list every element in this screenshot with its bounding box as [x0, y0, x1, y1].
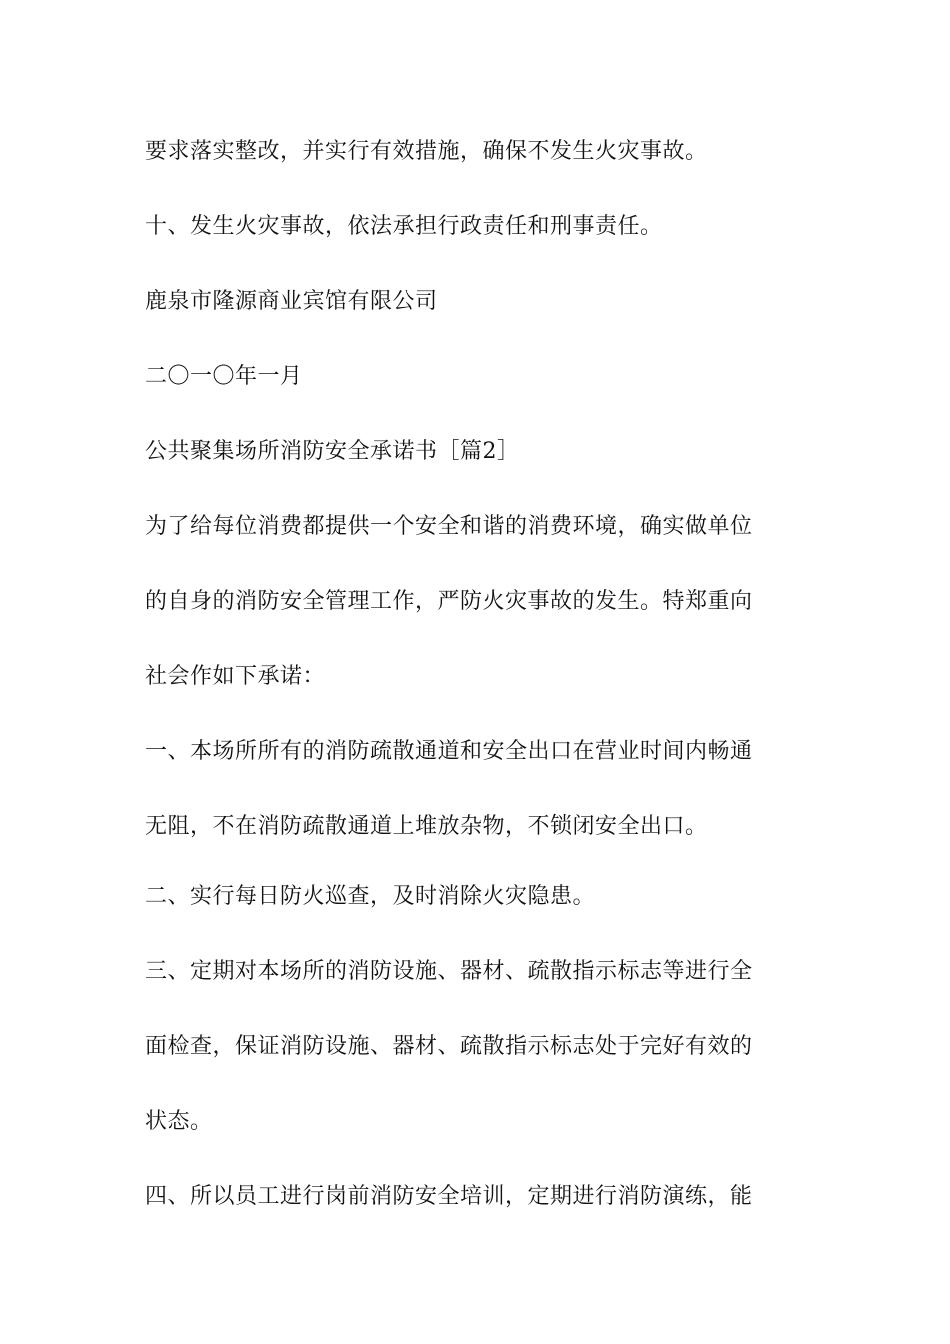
text-line: 一、本场所所有的消防疏散通道和安全出口在营业时间内畅通 [145, 739, 753, 764]
text-line: 为了给每位消费都提供一个安全和谐的消费环境，确实做单位 [145, 514, 753, 539]
text-line: 十、发生火灾事故，依法承担行政责任和刑事责任。 [145, 214, 663, 239]
text-line: 状态。 [145, 1109, 213, 1134]
text-line: 三、定期对本场所的消防设施、器材、疏散指示标志等进行全 [145, 959, 753, 984]
text-line: 鹿泉市隆源商业宾馆有限公司 [145, 289, 438, 314]
text-line: 二〇一〇年一月 [145, 364, 303, 389]
text-line: 二、实行每日防火巡查，及时消除火灾隐患。 [145, 884, 596, 909]
text-line: 的自身的消防安全管理工作，严防火灾事故的发生。特郑重向 [145, 589, 753, 614]
text-line: 社会作如下承诺： [145, 664, 326, 689]
text-line: 四、所以员工进行岗前消防安全培训，定期进行消防演练，能 [145, 1184, 753, 1209]
text-line: 要求落实整改，并实行有效措施，确保不发生火灾事故。 [145, 139, 708, 164]
text-line: 无阻，不在消防疏散通道上堆放杂物，不锁闭安全出口。 [145, 814, 708, 839]
heading-line: 公共聚集场所消防安全承诺书［篇2］ [145, 439, 520, 464]
text-line: 面检查，保证消防设施、器材、疏散指示标志处于完好有效的 [145, 1034, 753, 1059]
